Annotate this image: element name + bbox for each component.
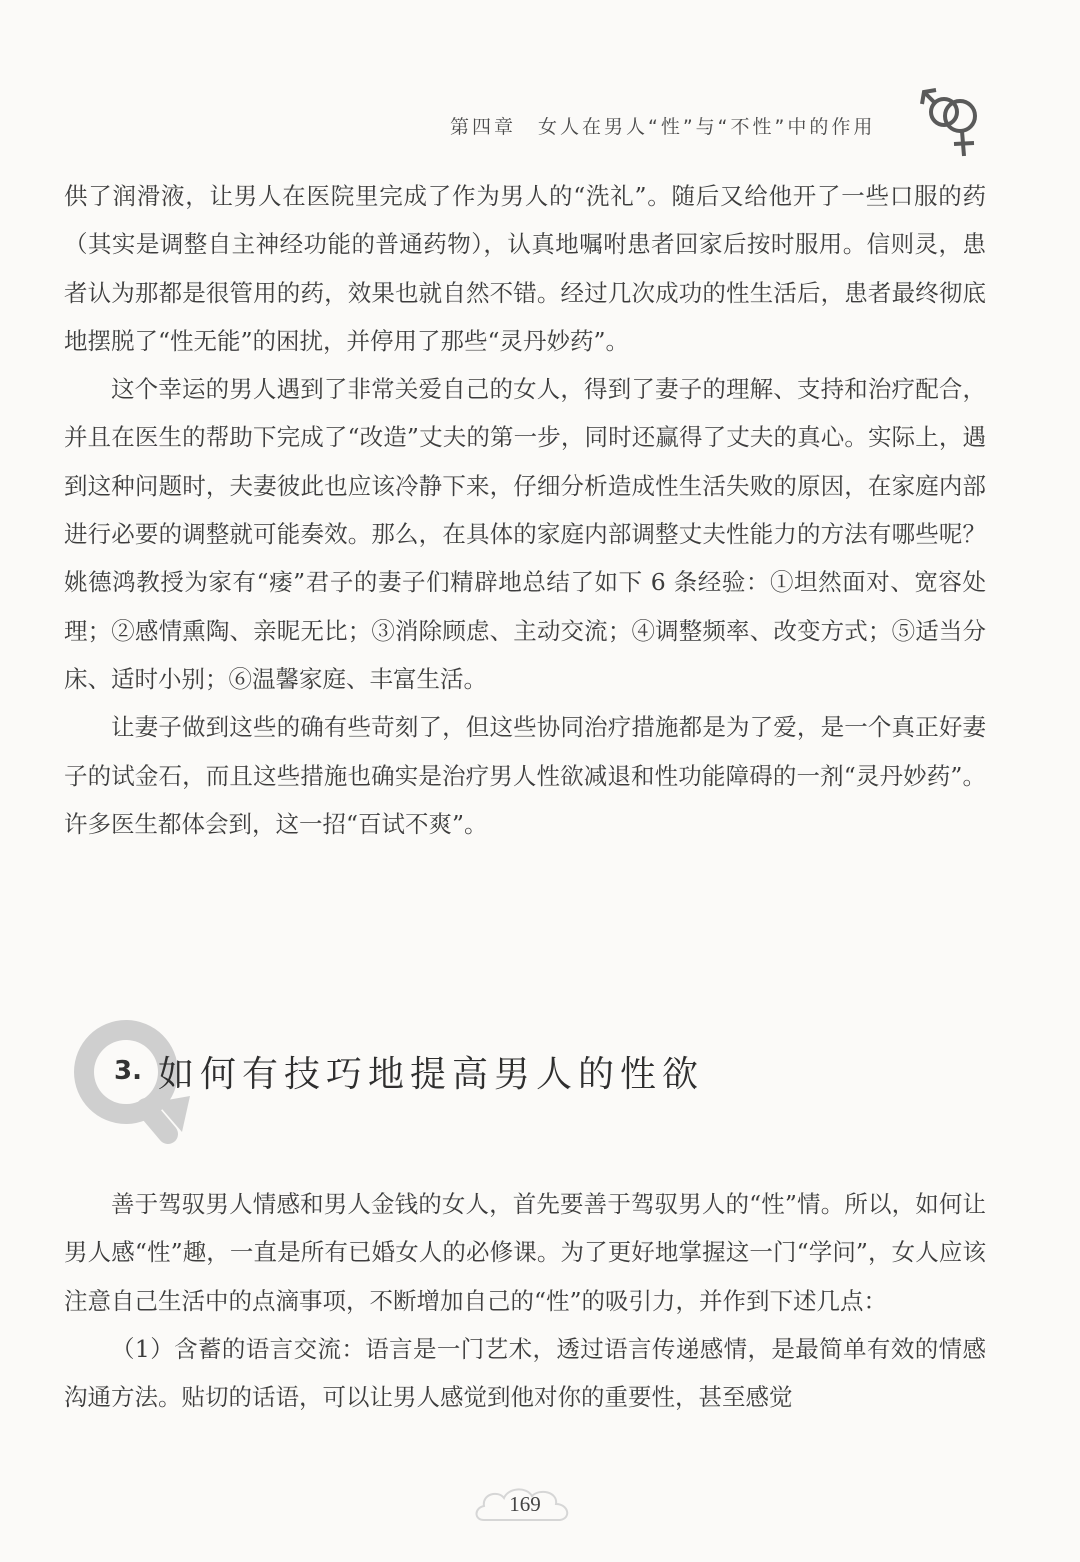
paragraph: 让妻子做到这些的确有些苛刻了，但这些协同治疗措施都是为了爱，是一个真正好妻子的试金石，而且这些措施也确实是治疗男人性欲减退和性功能障碍的一剂“灵丹妙药”。许多医生都体会到，这一招“百试不爽”。 (64, 713, 986, 838)
paragraph-continuation: 供了润滑液，让男人在医院里完成了作为男人的“洗礼”。随后又给他开了一些口服的药（其实是调整自主神经功能的普通药物），认真地嘱咐患者回家后按时服用。信则灵，患者认为那都是很管用的药，效果也就自然不错。经过几次成功的性生活后，患者最终彻底地摆脱了“性无能”的困扰，并停用了那些“灵丹妙药”。 (64, 182, 986, 355)
body-text-bottom (64, 1180, 986, 1421)
paragraph: （1）含蓄的语言交流：语言是一门艺术，透过语言传递感情，是最简单有效的情感沟通方法。贴切的话语，可以让男人感觉到他对你的重要性，甚至感觉 (64, 1334, 986, 1412)
section-number: 3. (114, 1056, 142, 1086)
body-text-top (64, 172, 986, 848)
paragraph: 善于驾驭男人情感和男人金钱的女人，首先要善于驾驭男人的“性”情。所以，如何让男人感“性”趣，一直是所有已婚女人的必修课。为了更好地掌握这一门“学问”，女人应该注意自己生活中的点滴事项，不断增加自己的“性”的吸引力，并作到下述几点： (64, 1190, 986, 1315)
section-title: 如何有技巧地提高男人的性欲 (158, 1054, 705, 1095)
page-number: 169 (509, 1492, 541, 1516)
male-female-symbol-icon (918, 86, 988, 162)
page-footer (470, 1484, 580, 1528)
running-header: 第四章 女人在男人“性”与“不性”中的作用 (450, 116, 876, 138)
paragraph: 这个幸运的男人遇到了非常关爱自己的女人，得到了妻子的理解、支持和治疗配合，并且在医生的帮助下完成了“改造”丈夫的第一步，同时还赢得了丈夫的真心。实际上，遇到这种问题时，夫妻彼此也应该冷静下来，仔细分析造成性生活失败的原因，在家庭内部进行必要的调整就可能奏效。那么，在具体的家庭内部调整丈夫性能力的方法有哪些呢？姚德鸿教授为家有“痿”君子的妻子们精辟地总结了如下 6 条经验：①坦然面对、宽容处理；②感情熏陶、亲昵无比；③消除顾虑、主动交流；④调整频率、改变方式；⑤适当分床、适时小别；⑥温馨家庭、丰富生活。 (64, 375, 986, 693)
section-heading (60, 1012, 820, 1152)
